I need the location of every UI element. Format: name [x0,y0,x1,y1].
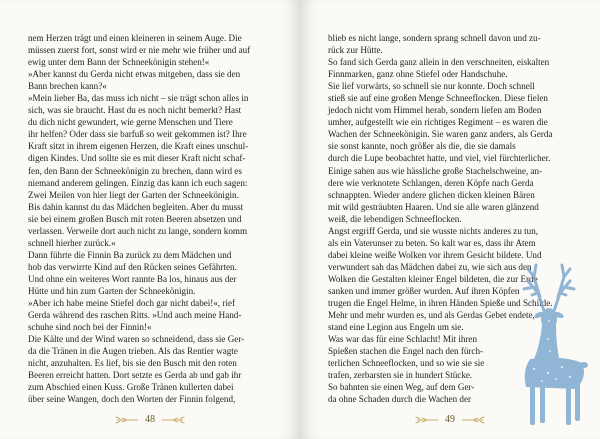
right-page-footer [300,414,600,425]
text-line: als ein Vaterunser zu beten. So kalt war es, dass ihr Atem [328,237,536,248]
text-line: Mehr und mehr wurden es, und als Gerdas Gebet endete, [328,310,535,321]
text-line: rück zur Hütte. [328,45,383,56]
text-line: Bann brechen kann?« [28,81,107,92]
text-line: Bis dahin kannst du das Mädchen begleiten. Aber du musst [28,201,244,212]
text-line: ewig unter dem Bann der Schneekönigin stehen!« [28,57,210,68]
text-line: schuhe sind noch bei der Finnin!« [28,322,152,333]
text-line: dere wie verknotete Schlangen, deren Köpfe nach Gerda [328,177,534,188]
text-line: mit wild gesträubten Haaren. Und sie alle waren glänzend [328,201,539,212]
text-line: über seine Wangen, doch den Worten der Finnin folgend, [28,394,236,405]
text-line: Finnmarken, ganz ohne Stiefel oder Handschuhe. [328,69,508,80]
text-line: umher, aufgestellt wie ein richtiges Regiment – es waren die [328,117,548,128]
text-line: Spießen stachen die Engel nach den fürch- [328,346,484,357]
text-line: Dann führte die Finnin Ba zurück zu dem Mädchen und [28,249,232,260]
text-line: Zwei Meilen von hier liegt der Garten der Schneekönigin. [28,189,239,200]
text-line: sanken und immer größer wurden. Auf ihren Köpfen [328,285,520,296]
text-line: ihr helfen? Oder dass sie barfuß so weit gekommen ist? Ihre [28,129,247,140]
wheat-sprig-icon [161,415,187,425]
right-page [300,0,600,439]
text-line: verlassen. Verweile dort auch nicht zu lange, sondern komm [28,225,248,236]
text-line: du dich nicht gewundert, wie gerne Menschen und Tiere [28,117,233,128]
text-line: Gerda während des raschen Ritts. »Und auch meine Hand- [28,310,242,321]
text-line: Was war das für eine Schlacht! Mit ihren [328,334,478,345]
wheat-sprig-icon [413,415,439,425]
text-line: weiß, die lebendigen Schneeflocken. [328,213,462,224]
text-line: nem Herzen trägt und einen kleineren in seinem Auge. Die [28,33,242,43]
text-line: Die Kälte und der Wind waren so schneidend, dass sie Ger- [28,334,245,345]
snow-deer-icon [504,259,596,429]
text-line: zum Abschied einen Kuss. Große Tränen kullerten dabei [28,382,234,393]
text-line: stand eine Legion aus Engeln um sie. [328,322,464,333]
left-page-text [28,32,272,405]
wheat-sprig-icon [113,415,139,425]
text-line: trafen, zerbarsten sie in hundert Stücke. [328,370,473,381]
page-number: 49 [445,414,455,425]
text-line: Angst ergriff Gerda, und sie wusste nichts anderes zu tun, [328,225,539,236]
text-line: »Mein lieber Ba, das muss ich nicht – sie trägt schon alles in [28,93,249,104]
text-line: So fand sich Gerda ganz allein in den verschneiten, eiskalten [328,57,550,68]
page-number: 48 [145,414,155,425]
text-line: Beeren erreicht hatten. Dort setzte es Gerda ab und gab ihr [28,370,242,381]
wheat-sprig-icon [461,415,487,425]
text-line: jedoch nicht vom Himmel herab, sondern liefen am Boden [328,105,542,116]
text-line: da ohne Schaden durch die Wachen der [328,394,472,405]
text-line: Sie lief vorwärts, so schnell sie nur konnte. Doch schnell [328,81,535,92]
text-line: sie sonst kannte, noch größer als die, die sie damals [328,141,516,152]
text-line: dabei kleine weiße Wolken vor ihrem Gesicht bildete. Und [328,249,542,260]
left-page-footer [0,414,300,425]
text-line: trugen die Engel Helme, in ihren Händen Spieße und Schilde. [328,298,553,309]
text-line: verwundert sah das Mädchen dabei zu, wie sich aus den [328,261,532,272]
text-line: blieb es nicht lange, sondern sprang schnell davon und zu- [328,33,541,43]
text-line: Wachen der Schneekönigin. Sie waren ganz anders, als Gerda [328,129,553,140]
text-line: Kraft sitzt in ihrem eigenen Herzen, die Kraft eines unschul- [28,141,249,152]
text-line: niemand anderem gelingen. Einzig das kann ich euch sagen: [28,177,248,188]
text-line: »Aber ich habe meine Stiefel doch gar nicht dabei!«, rief [28,298,236,309]
text-line: digen Kindes. Und sollte sie es mit dieser Kraft nicht schaf- [28,153,246,164]
text-line: schnell hierher zurück.« [28,237,116,248]
text-line: sich, was sie braucht. Hast du es noch nicht bemerkt? Hast [28,105,242,116]
text-line: nicht, anzuhalten. Es lief, bis sie den Busch mit den roten [28,358,237,369]
text-line: Hütte und hin zum Garten der Schneekönigin. [28,285,196,296]
text-line: Und ohne ein weiteres Wort rannte Ba los, hinaus aus der [28,273,237,284]
text-line: terlichen Schneeflocken, und so wie sie sie [328,358,485,369]
text-line: fen, den Bann der Schneekönigin zu brechen, dann wird es [28,165,242,176]
text-line: durch die Lupe beobachtet hatte, und viel, viel fürchterlicher. [328,153,551,164]
text-line: hob das verwirrte Kind auf den Rücken seines Gefährten. [28,261,237,272]
text-line: Wolken die Gestalten kleiner Engel bildeten, die zur Erde [328,273,538,284]
text-line: sie bei einem großen Busch mit roten Beeren absetzen und [28,213,242,224]
text-line: schnappten. Wieder andere glichen dicken kleinen Bären [328,189,535,200]
text-line: Einige sahen aus wie hässliche große Stachelschweine, an- [328,165,543,176]
text-line: »Aber kannst du Gerda nicht etwas mitgeben, dass sie den [28,69,241,80]
text-line: So bahnten sie einen Weg, auf dem Ger- [328,382,475,393]
text-line: da die Tränen in die Augen trieben. Als das Rentier wagte [28,346,238,357]
text-line: müssen zuerst fort, sonst wird er nie mehr wie früher und auf [28,45,251,56]
text-line: stieß sie auf eine großen Menge Schneeflocken. Diese fielen [328,93,548,104]
